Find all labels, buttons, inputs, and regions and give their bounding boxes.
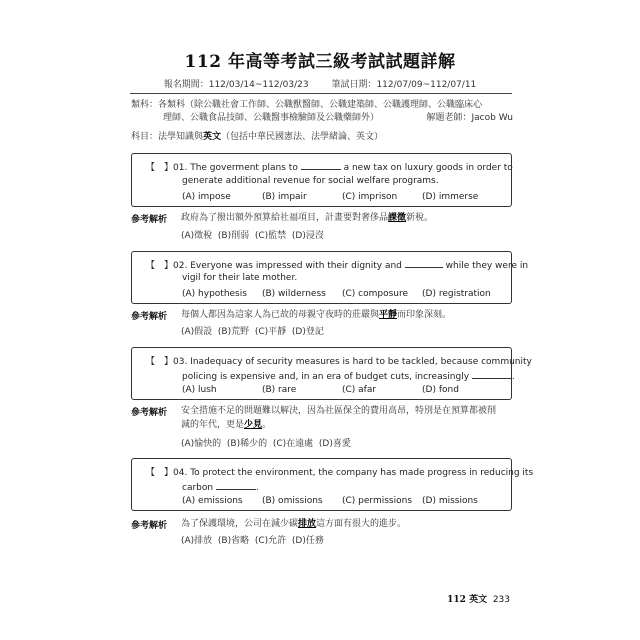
subject-bold: 英文 <box>203 132 222 142</box>
category-line-2: 理師、公職食品技師、公職醫事檢驗師及公職藥師外） <box>163 113 380 123</box>
question-text: To protect the environment, the company has made progress in reducing its <box>190 468 534 478</box>
question-text-line-2: policing is expensive and, in an era of budget cuts, increasingly <box>182 372 470 382</box>
question-text-line-2: vigil for their late mother. <box>182 273 298 283</box>
ref-options-03: (A)愉快的 (B)稀少的 (C)在遠處 (D)喜愛 <box>181 439 351 449</box>
option-d: (D) missions <box>422 496 478 506</box>
ref-options-01: (A)徵稅 (B)削弱 (C)監禁 (D)浸沒 <box>181 231 324 241</box>
ref-label-02: 參考解析 <box>131 312 168 322</box>
option-a: (A) lush <box>182 385 217 395</box>
answer-blank <box>405 258 443 268</box>
ref-label-03: 參考解析 <box>131 408 168 418</box>
answer-bracket: 【 】02. <box>146 261 188 271</box>
ref-label-01: 參考解析 <box>131 215 168 225</box>
question-text: Everyone was impressed with their dignity and <box>190 261 402 271</box>
teacher-name: 解題老師：Jacob Wu <box>426 113 513 123</box>
option-a: (A) hypothesis <box>182 289 247 299</box>
question-text-line-2: carbon <box>182 483 214 493</box>
page-title: 112 年高等考試三級考試試題詳解 <box>184 52 456 72</box>
answer-bracket: 【 】01. <box>146 163 188 173</box>
ref-keyword: 課徵 <box>388 213 407 223</box>
ref-keyword: 平靜 <box>379 310 398 320</box>
option-b: (B) rare <box>262 385 297 395</box>
question-box-03: 【 】03. Inadequacy of security measures is hard to be tackled, because community policing is expensive and, in an era of budget cuts, increasingly . (A) lush (B) rare (C) afar (D) fond <box>131 347 512 400</box>
option-c: (C) imprison <box>342 192 398 202</box>
question-text: The goverment plans to <box>190 163 298 173</box>
ref-text-02: 每個人都因為這家人為已故的母親守夜時的莊嚴與平靜而印象深刻。 <box>181 310 452 320</box>
page-number: 233 <box>492 595 510 605</box>
page-footer <box>447 592 510 605</box>
option-d: (D) fond <box>422 385 459 395</box>
question-box-01 <box>131 153 512 207</box>
ref-options-02: (A)假設 (B)荒野 (C)平靜 (D)登記 <box>181 327 324 337</box>
answer-blank <box>216 480 256 490</box>
option-c: (C) composure <box>342 289 409 299</box>
footer-label: 112 英文 <box>447 595 488 605</box>
registration-period: 報名期間：112/03/14~112/03/23 <box>163 80 309 90</box>
option-b: (B) impair <box>262 192 307 202</box>
ref-text-03: 安全措施不足的問題難以解決，因為社區保全的費用高昂，特別是在預算都被削 減的年代，更是少見。 <box>181 406 497 430</box>
exam-date: 筆試日期：112/07/09~112/07/11 <box>331 80 477 90</box>
answer-blank <box>472 369 512 379</box>
answer-blank <box>301 160 341 170</box>
option-c: (C) afar <box>342 385 377 395</box>
ref-text-01: 政府為了撥出額外預算給社福項目，計畫要對奢侈品課徵新稅。 <box>181 213 434 223</box>
question-text: while they were in <box>445 261 529 271</box>
option-d: (D) registration <box>422 289 491 299</box>
exam-period-row <box>0 77 640 90</box>
category-line-1: 類科：各類科（除公職社會工作師、公職獸醫師、公職建築師、公職護理師、公職臨床心 <box>131 100 483 110</box>
question-box-02 <box>131 251 529 304</box>
option-a: (A) impose <box>182 192 231 202</box>
option-d: (D) immerse <box>422 192 479 202</box>
category-block <box>131 99 513 125</box>
ref-text-04: 為了保護環境，公司在減少碳排放這方面有很大的進步。 <box>181 519 407 529</box>
title-divider <box>130 93 512 94</box>
question-text-line-2: generate additional revenue for social welfare programs. <box>182 176 439 186</box>
question-box-04: 【 】04. To protect the environment, the company has made progress in reducing its carbon . (A) emissions (B) omissions (C) permissions (D) missions <box>131 458 512 511</box>
option-a: (A) emissions <box>182 496 243 506</box>
option-b: (B) omissions <box>262 496 323 506</box>
question-text: a new tax on luxury goods in order to <box>343 163 513 173</box>
option-b: (B) wilderness <box>262 289 326 299</box>
option-c: (C) permissions <box>342 496 413 506</box>
question-text: Inadequacy of security measures is hard to be tackled, because community <box>190 357 532 367</box>
subject-suffix: （包括中華民國憲法、法學緒論、英文） <box>221 132 384 142</box>
ref-keyword: 少見 <box>244 420 263 430</box>
ref-options-04: (A)排放 (B)省略 (C)允許 (D)任務 <box>181 536 324 546</box>
ref-label-04: 參考解析 <box>131 521 168 531</box>
ref-keyword: 排放 <box>298 519 317 529</box>
answer-bracket: 【 】03. <box>146 357 188 367</box>
subject-line <box>131 131 513 144</box>
answer-bracket: 【 】04. <box>146 468 188 478</box>
subject-prefix: 科目：法學知識與 <box>131 132 204 142</box>
